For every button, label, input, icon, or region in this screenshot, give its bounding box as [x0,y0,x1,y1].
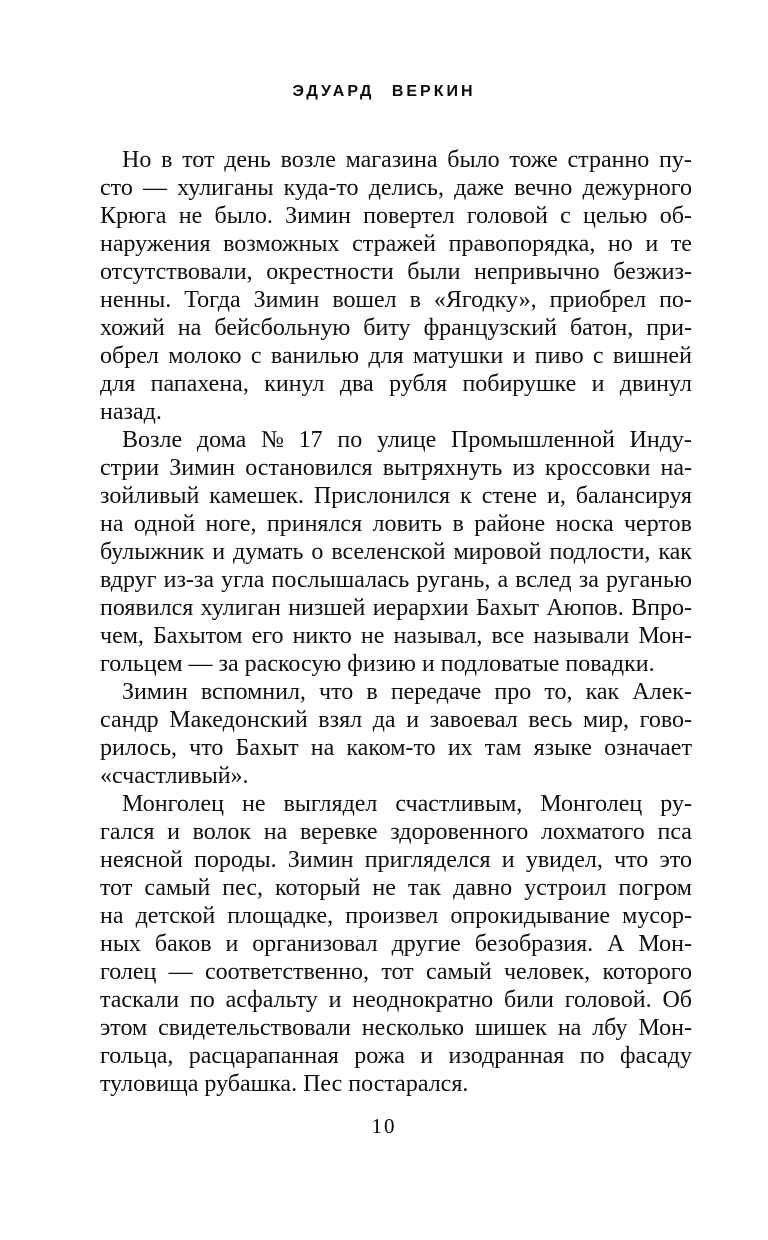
text-line: голец — соответственно, тот самый человек, которого [100,959,692,985]
text-line: отсутствовали, окрестности были непривычно безжиз- [100,259,692,285]
text-line: гался и волок на веревке здоровенного лохматого пса [100,819,692,845]
text-line: сандр Македонский взял да и завоевал весь мир, гово- [100,707,692,733]
text-line: чем, Бахытом его никто не называл, все называли Мон- [100,623,692,649]
text-line: для папахена, кинул два рубля побирушке и двинул [100,371,692,397]
text-line: стрии Зимин остановился вытряхнуть из кроссовки на- [100,455,692,481]
text-line: неясной породы. Зимин пригляделся и увидел, что это [100,847,692,873]
text-line: «счастливый». [100,763,249,789]
text-line: этом свидетельствовали несколько шишек на лбу Мон- [100,1015,692,1041]
text-line: ных баков и организовал другие безобразия. А Мон- [100,931,692,957]
text-line: булыжник и думать о вселенской мировой подлости, как [100,539,692,565]
text-line: ненны. Тогда Зимин вошел в «Ягодку», приобрел по- [100,287,692,313]
running-head-author: ЭДУАРД ВЕРКИН [292,83,476,100]
text-line: гольцем — за раскосую физию и подловатые повадки. [100,651,655,677]
text-line: вдруг из-за угла послышалась ругань, а вслед за руганью [100,567,692,593]
text-line: рилось, что Бахыт на каком-то их там языке означает [100,735,692,761]
body-text [100,146,692,1098]
text-line: на детской площадке, произвел опрокидывание мусор- [100,903,692,929]
text-line: таскали по асфальту и неоднократно били головой. Об [100,987,692,1013]
text-line: Возле дома № 17 по улице Промышленной Инду- [122,427,692,453]
text-line: наружения возможных стражей правопорядка, но и те [100,231,692,257]
text-line: Зимин вспомнил, что в передаче про то, как Алек- [122,679,692,705]
text-line: назад. [100,399,162,425]
text-line: зойливый камешек. Прислонился к стене и, балансируя [100,483,692,509]
text-line: туловища рубашка. Пес постарался. [100,1071,469,1097]
text-line: на одной ноге, принялся ловить в районе носка чертов [100,511,692,537]
text-line: хожий на бейсбольную биту французский батон, при- [100,315,692,341]
text-line: появился хулиган низшей иерархии Бахыт Аюпов. Впро- [100,595,692,621]
text-line: Монголец не выглядел счастливым, Монголец ру- [122,791,692,817]
text-line: Крюга не было. Зимин повертел головой с целью об- [100,203,692,229]
text-line: тот самый пес, который не так давно устроил погром [100,875,692,901]
text-line: сто — хулиганы куда-то делись, даже вечно дежурного [100,175,692,201]
text-line: обрел молоко с ванилью для матушки и пиво с вишней [100,343,692,369]
page-number: 10 [371,1114,397,1138]
text-line: Но в тот день возле магазина было тоже странно пу- [122,147,692,173]
text-line: гольца, расцарапанная рожа и изодранная по фасаду [100,1043,692,1069]
